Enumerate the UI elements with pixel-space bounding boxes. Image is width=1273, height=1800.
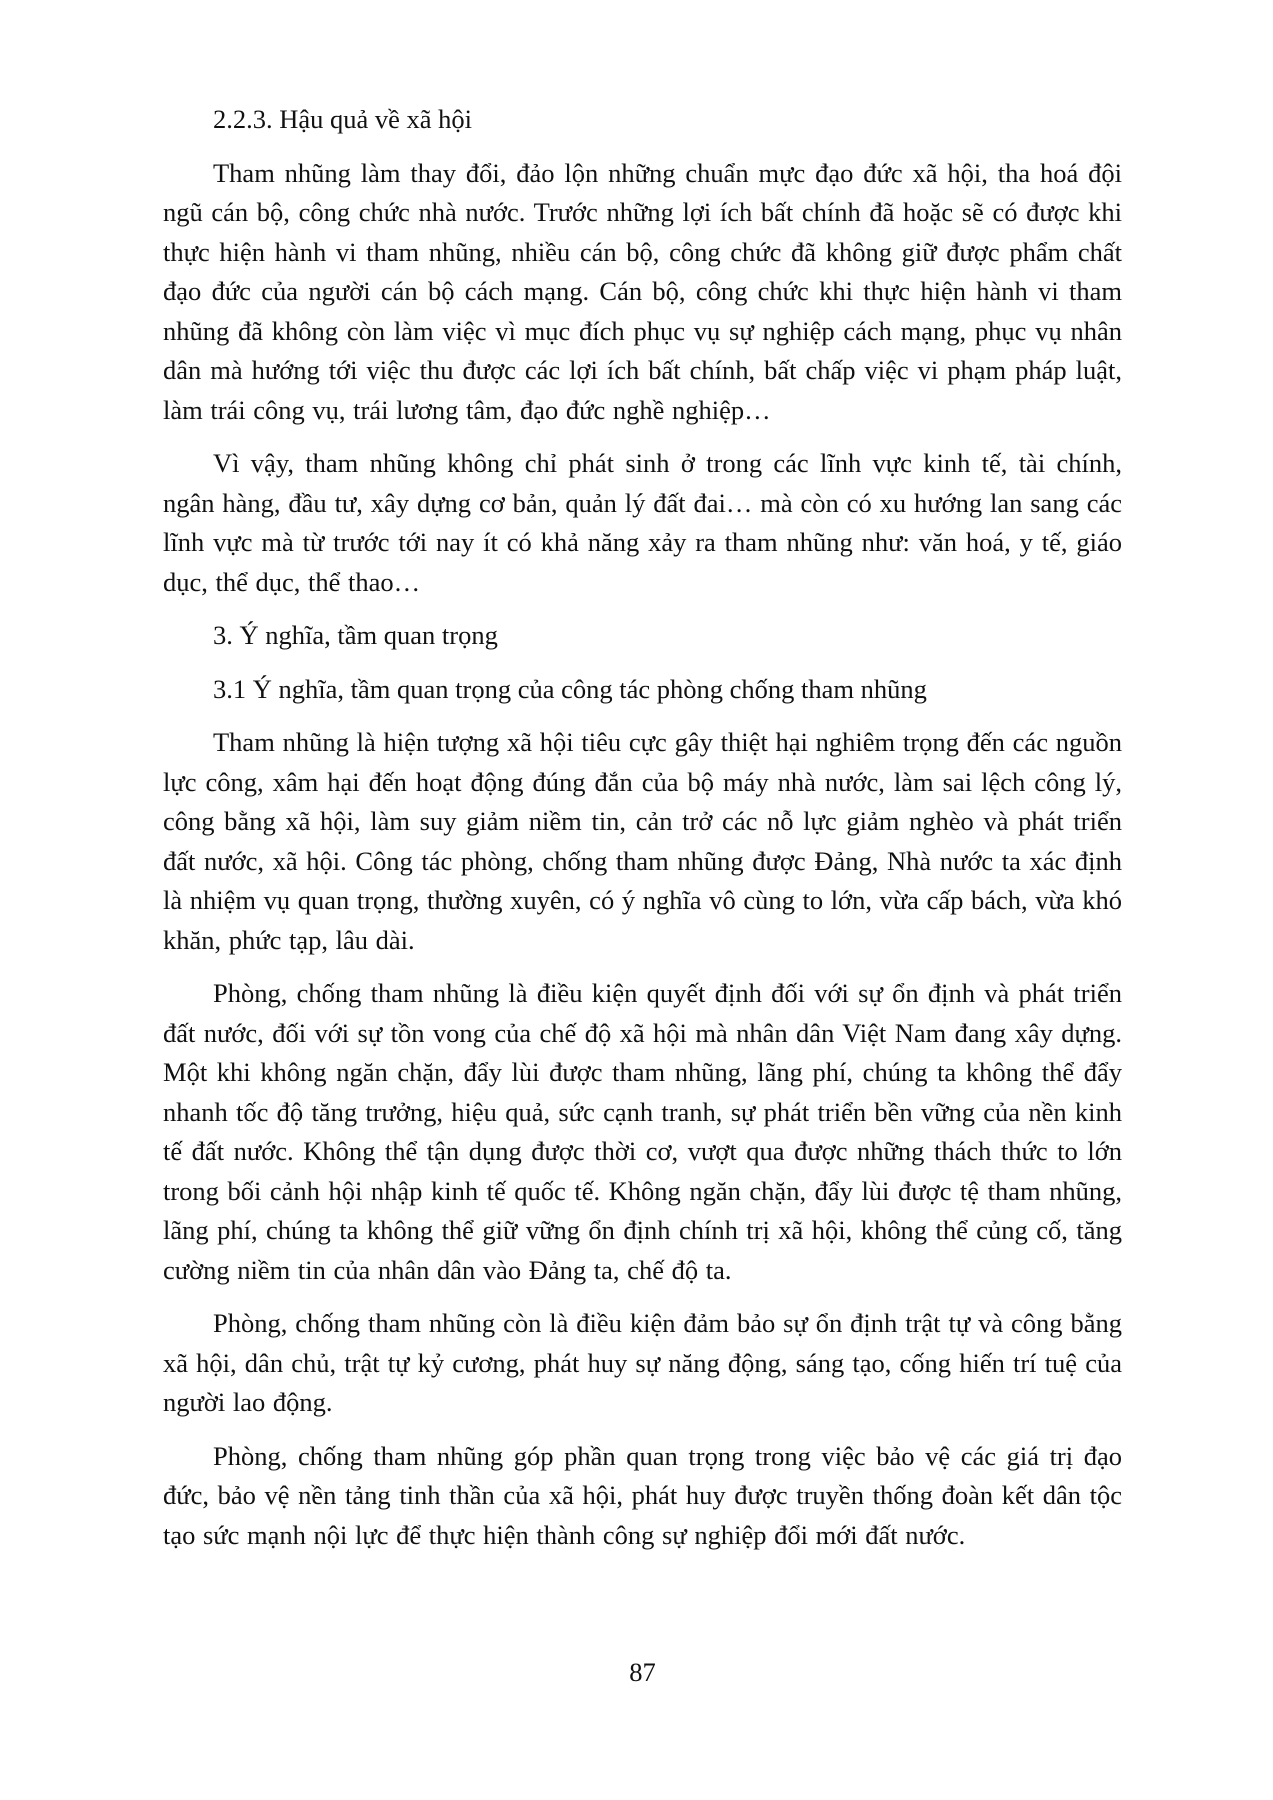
page-number: 87 (629, 1657, 656, 1687)
paragraph-corruption-phenomenon: Tham nhũng là hiện tượng xã hội tiêu cực gây thiệt hại nghiêm trọng đến các nguồn lực công, xâm hại đến hoạt động đúng đắn của bộ máy nhà nước, làm sai lệch công lý, công bằng xã hội, làm suy giảm niềm tin, cản trở các nỗ lực giảm nghèo và phát triển đất nước, xã hội. Công tác phòng, chống tham nhũng được Đảng, Nhà nước ta xác định là nhiệm vụ quan trọng, thường xuyên, có ý nghĩa vô cùng to lớn, vừa cấp bách, vừa khó khăn, phức tạp, lâu dài. (163, 727, 1122, 955)
paragraph-social-order: Phòng, chống tham nhũng còn là điều kiện đảm bảo sự ổn định trật tự và công bằng xã hội, dân chủ, trật tự kỷ cương, phát huy sự năng động, sáng tạo, cống hiến trí tuệ của người lao động. (163, 1308, 1122, 1417)
paragraph-corruption-spread: Vì vậy, tham nhũng không chỉ phát sinh ở trong các lĩnh vực kinh tế, tài chính, ngân hàng, đầu tư, xây dựng cơ bản, quản lý đất đai… mà còn có xu hướng lan sang các lĩnh vực mà từ trước tới nay ít có khả năng xảy ra tham nhũng như: văn hoá, y tế, giáo dục, thể dục, thể thao… (163, 448, 1122, 597)
paragraph-anti-corruption-condition: Phòng, chống tham nhũng là điều kiện quyết định đối với sự ổn định và phát triển đất nước, đối với sự tồn vong của chế độ xã hội mà nhân dân Việt Nam đang xây dựng. Một khi không ngăn chặn, đẩy lùi được tham nhũng, lãng phí, chúng ta không thể đẩy nhanh tốc độ tăng trưởng, hiệu quả, sức cạnh tranh, sự phát triển bền vững của nền kinh tế đất nước. Không thể tận dụng được thời cơ, vượt qua được những thách thức to lớn trong bối cảnh hội nhập kinh tế quốc tế. Không ngăn chặn, đẩy lùi được tệ tham nhũng, lãng phí, chúng ta không thể giữ vững ổn định chính trị xã hội, không thể củng cố, tăng cường niềm tin của nhân dân vào Đảng ta, chế độ ta. (163, 978, 1122, 1285)
section-heading-3-1: 3.1 Ý nghĩa, tầm quan trọng của công tác phòng chống tham nhũng (213, 673, 927, 704)
paragraph-moral-values: Phòng, chống tham nhũng góp phần quan trọng trong việc bảo vệ các giá trị đạo đức, bảo vệ nền tảng tinh thần của xã hội, phát huy được truyền thống đoàn kết dân tộc tạo sức mạnh nội lực để thực hiện thành công sự nghiệp đổi mới đất nước. (163, 1440, 1122, 1550)
paragraph-social-consequences: Tham nhũng làm thay đổi, đảo lộn những chuẩn mực đạo đức xã hội, tha hoá đội ngũ cán bộ, công chức nhà nước. Trước những lợi ích bất chính đã hoặc sẽ có được khi thực hiện hành vi tham nhũng, nhiều cán bộ, công chức đã không giữ được phẩm chất đạo đức của người cán bộ cách mạng. Cán bộ, công chức khi thực hiện hành vi tham nhũng đã không còn làm việc vì mục đích phục vụ sự nghiệp cách mạng, phục vụ nhân dân mà hướng tới việc thu được các lợi ích bất chính, bất chấp việc vi phạm pháp luật, làm trái công vụ, trái lương tâm, đạo đức nghề nghiệp… (163, 157, 1122, 425)
section-heading-2-2-3: 2.2.3. Hậu quả về xã hội (213, 104, 473, 134)
section-heading-3: 3. Ý nghĩa, tầm quan trọng (213, 620, 498, 650)
text-column (163, 100, 1122, 1569)
